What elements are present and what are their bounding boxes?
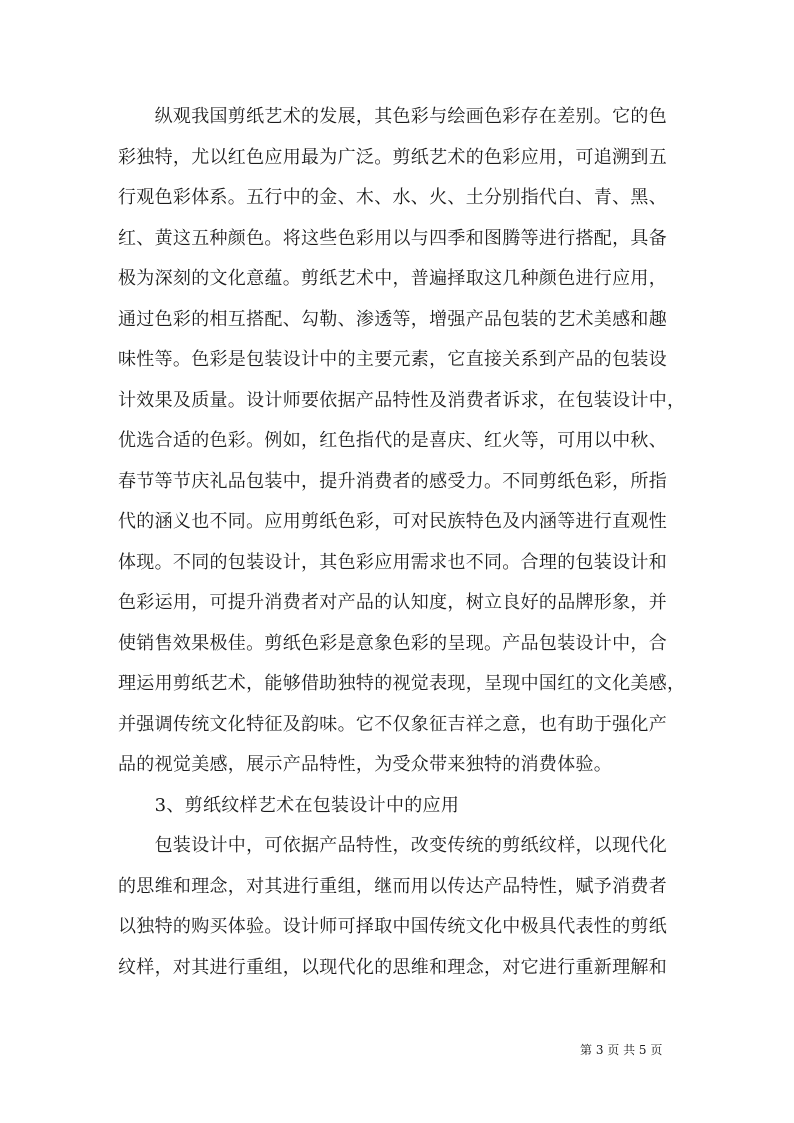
text-line: 彩独特，尤以红色应用最为广泛。剪纸艺术的色彩应用，可追溯到五 (118, 147, 667, 168)
text-line: 味性等。色彩是包装设计中的主要元素，它直接关系到产品的包装设 (118, 349, 667, 370)
page-number-footer: 第 3 页 共 5 页 (580, 1043, 663, 1057)
text-line: 红、黄这五种颜色。将这些色彩用以与四季和图腾等进行搭配，具备 (118, 228, 667, 249)
text-line: 体现。不同的包装设计，其色彩应用需求也不同。合理的包装设计和 (118, 552, 667, 573)
text-line: 理运用剪纸艺术，能够借助独特的视觉表现，呈现中国红的文化美感， (118, 673, 686, 694)
text-line: 以独特的购买体验。设计师可择取中国传统文化中极具代表性的剪纸 (118, 916, 667, 937)
text-line: 极为深刻的文化意蕴。剪纸艺术中，普遍择取这几种颜色进行应用， (118, 268, 667, 289)
text-line: 包装设计中，可依据产品特性，改变传统的剪纸纹样，以现代化 (118, 835, 667, 856)
text-line: 纵观我国剪纸艺术的发展，其色彩与绘画色彩存在差别。它的色 (118, 106, 667, 127)
text-line: 并强调传统文化特征及韵味。它不仅象征吉祥之意，也有助于强化产 (118, 714, 667, 735)
text-line: 行观色彩体系。五行中的金、木、水、火、土分别指代白、青、黑、 (118, 187, 667, 208)
text-line: 春节等节庆礼品包装中，提升消费者的感受力。不同剪纸色彩，所指 (118, 471, 667, 492)
text-line: 优选合适的色彩。例如，红色指代的是喜庆、红火等，可用以中秋、 (118, 430, 667, 451)
text-line: 计效果及质量。设计师要依据产品特性及消费者诉求，在包装设计中， (118, 390, 686, 411)
text-line: 纹样，对其进行重组，以现代化的思维和理念，对它进行重新理解和 (118, 957, 667, 978)
text-line: 品的视觉美感，展示产品特性，为受众带来独特的消费体验。 (118, 754, 613, 775)
text-line: 的思维和理念，对其进行重组，继而用以传达产品特性，赋予消费者 (118, 876, 667, 897)
text-line: 代的涵义也不同。应用剪纸色彩，可对民族特色及内涵等进行直观性 (118, 511, 667, 532)
text-line: 使销售效果极佳。剪纸色彩是意象色彩的呈现。产品包装设计中，合 (118, 633, 667, 654)
text-line: 通过色彩的相互搭配、勾勒、渗透等，增强产品包装的艺术美感和趣 (118, 309, 667, 330)
text-line: 3、剪纸纹样艺术在包装设计中的应用 (118, 795, 460, 816)
text-line: 色彩运用，可提升消费者对产品的认知度，树立良好的品牌形象，并 (118, 592, 667, 613)
